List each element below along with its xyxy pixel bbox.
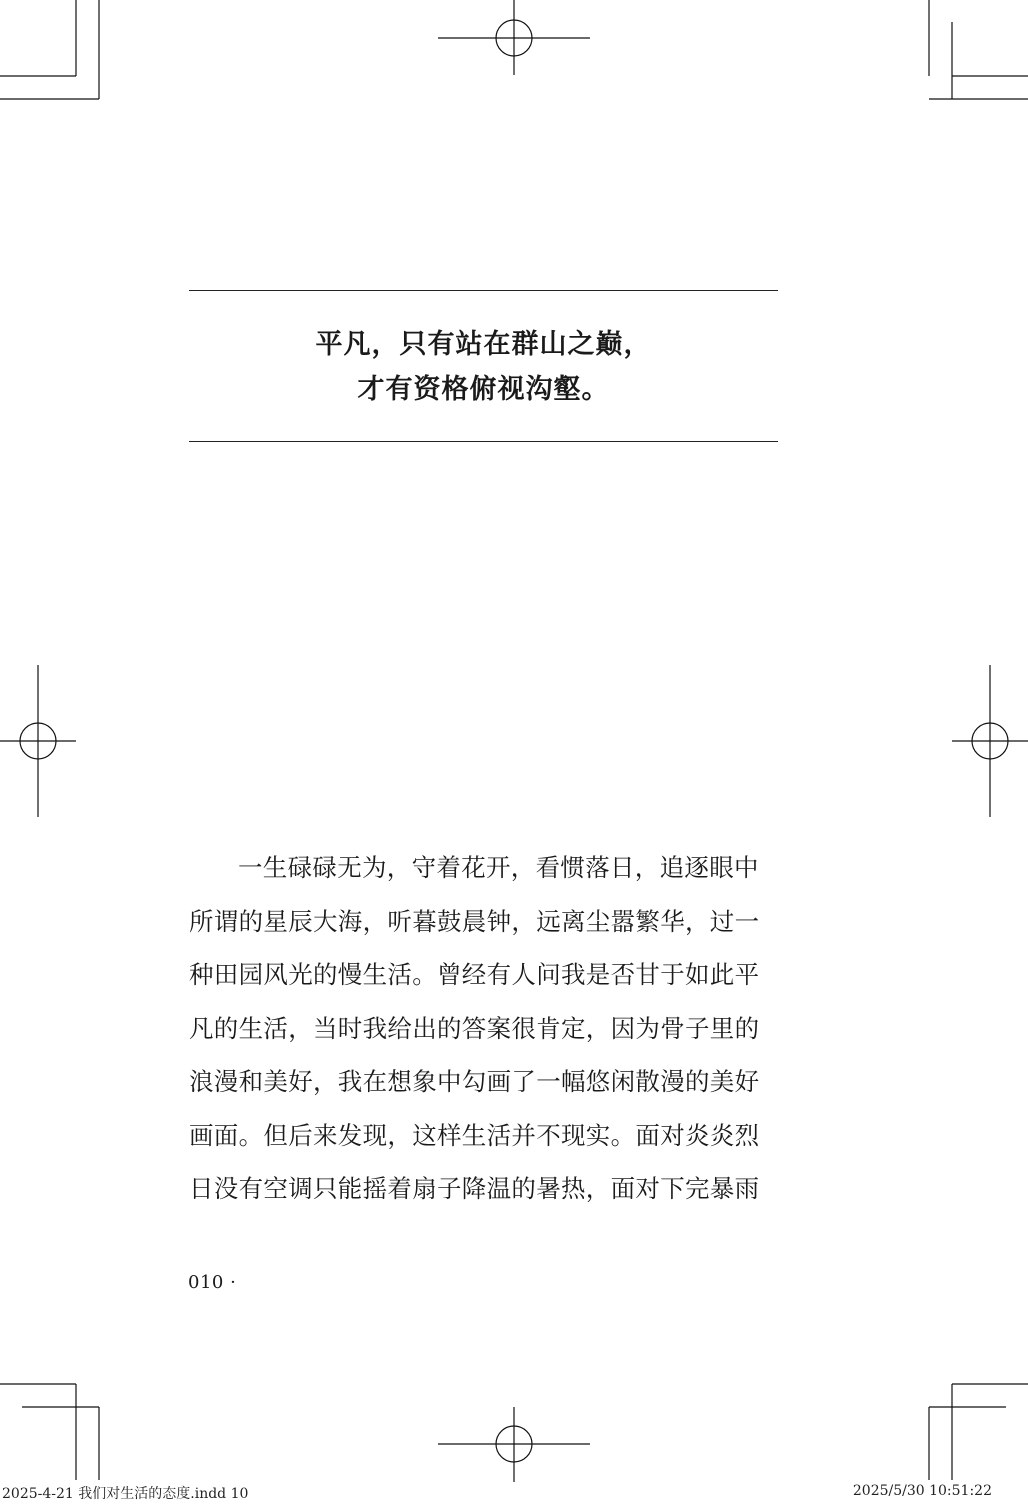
quote-top-rule [189,290,778,291]
slug-timestamp: 2025/5/30 10:51:22 [852,1483,992,1499]
body-line: 画面。但后来发现，这样生活并不现实。面对炎炎烈 [189,1120,760,1150]
body-paragraph [189,841,809,1216]
pull-quote-line-2: 才有资格俯视沟壑。 [357,374,610,405]
registration-mark-right [952,665,1028,817]
crop-mark-top-left [0,0,99,99]
registration-mark-left [0,665,76,817]
body-line: 日没有空调只能摇着扇子降温的暑热，面对下完暴雨 [189,1174,760,1203]
registration-mark-bottom [438,1407,590,1482]
pull-quote-line-1: 平凡，只有站在群山之巅， [315,329,652,360]
body-line: 凡的生活，当时我给出的答案很肯定，因为骨子里的 [189,1013,760,1043]
slug-file-info: 2025-4-21 我们对生活的态度.indd 10 [2,1486,249,1502]
crop-mark-bottom-left [0,1384,99,1480]
body-line: 种田园风光的慢生活。曾经有人问我是否甘于如此平 [189,960,760,989]
body-line: 一生碌碌无为，守着花开，看惯落日，追逐眼中 [238,853,759,882]
body-line: 浪漫和美好，我在想象中勾画了一幅悠闲散漫的美好 [189,1067,760,1096]
crop-mark-bottom-right [929,1384,1028,1480]
page-number: 010 · [188,1272,237,1293]
body-line: 所谓的星辰大海，听暮鼓晨钟，远离尘嚣繁华，过一 [189,906,760,936]
registration-mark-top [438,0,590,75]
crop-mark-top-right [929,0,1028,99]
quote-bottom-rule [189,441,778,442]
pull-quote [189,322,778,412]
